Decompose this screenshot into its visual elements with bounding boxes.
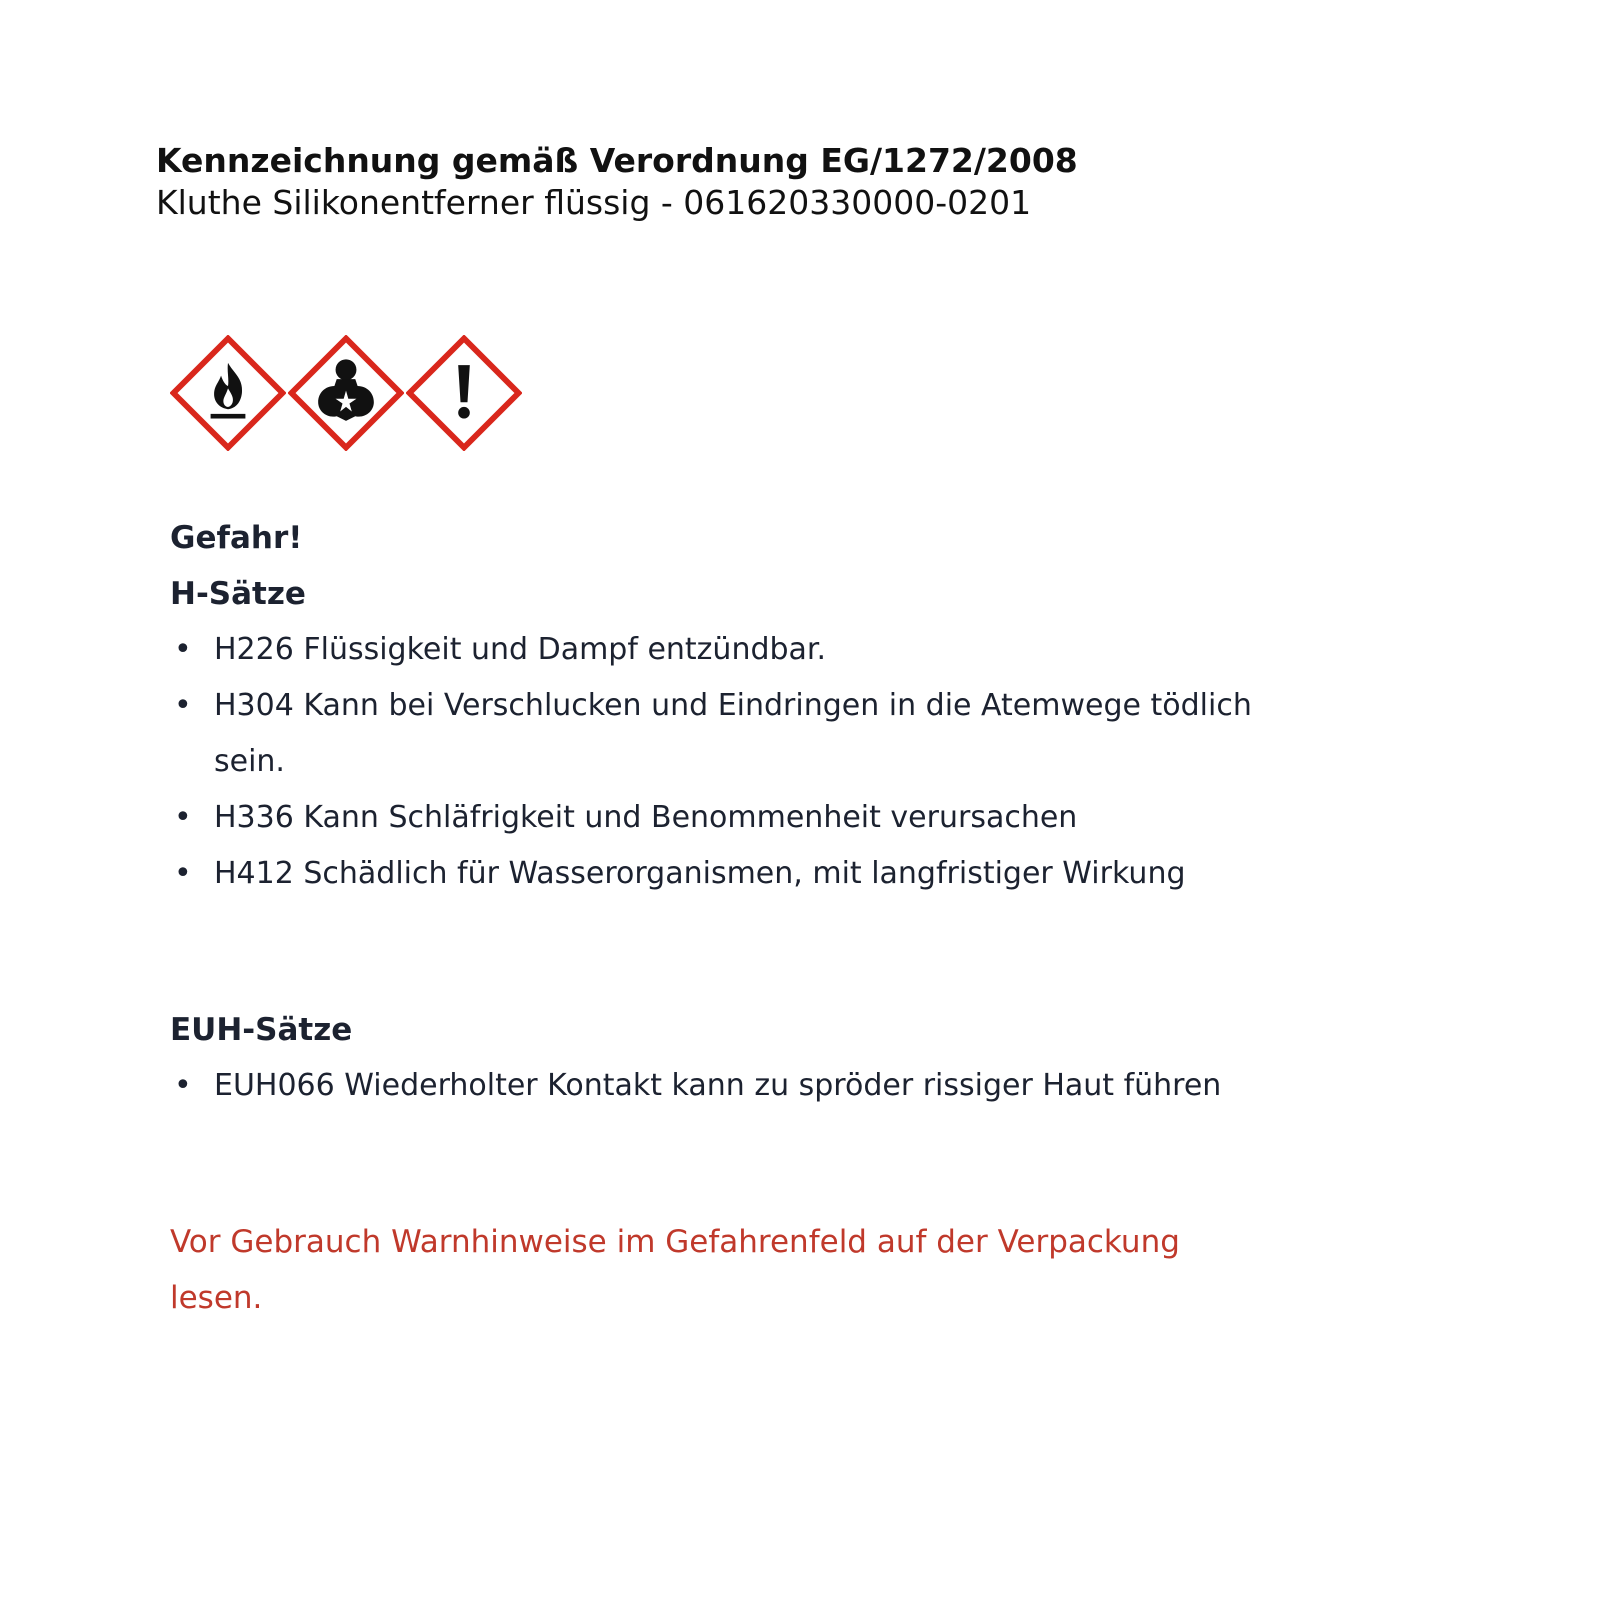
h-statements-section: [170, 566, 1270, 902]
bullet: •: [174, 688, 192, 723]
statement-text: H226 Flüssigkeit und Dampf entzündbar.: [214, 632, 827, 667]
flame-icon: [170, 335, 286, 451]
warning-note: Vor Gebrauch Warnhinweise im Gefahrenfeld auf der Verpackung lesen.: [170, 1224, 1180, 1316]
health-hazard-icon: [288, 335, 404, 451]
statement-text: H412 Schädlich für Wasserorganismen, mit langfristiger Wirkung: [214, 856, 1186, 891]
exclamation-mark-icon: [406, 335, 522, 451]
bullet: •: [174, 632, 192, 667]
list-item: [170, 678, 1270, 790]
signal-word: Gefahr!: [170, 520, 303, 556]
list-item: [170, 790, 1270, 846]
list-item: [170, 1058, 1270, 1114]
euh-statements-section: [170, 1002, 1270, 1114]
h-statements-list: [170, 622, 1270, 902]
hazard-content: [170, 510, 1270, 1326]
euh-statements-list: [170, 1058, 1270, 1114]
bullet: •: [174, 856, 192, 891]
statement-text: H304 Kann bei Verschlucken und Eindringen in die Atemwege tödlich sein.: [214, 688, 1252, 779]
h-statements-heading: H-Sätze: [170, 576, 306, 612]
document-header: [156, 140, 1456, 224]
list-item: [170, 622, 1270, 678]
list-item: [170, 846, 1270, 902]
bullet: •: [174, 800, 192, 835]
statement-text: EUH066 Wiederholter Kontakt kann zu spröder rissiger Haut führen: [214, 1068, 1222, 1103]
statement-text: H336 Kann Schläfrigkeit und Benommenheit verursachen: [214, 800, 1078, 835]
bullet: •: [174, 1068, 192, 1103]
product-subtitle: Kluthe Silikonentferner flüssig - 061620330000-0201: [156, 183, 1032, 222]
ghs-pictograms: [170, 335, 522, 455]
euh-statements-heading: EUH-Sätze: [170, 1012, 353, 1048]
page-title: Kennzeichnung gemäß Verordnung EG/1272/2008: [156, 141, 1078, 180]
